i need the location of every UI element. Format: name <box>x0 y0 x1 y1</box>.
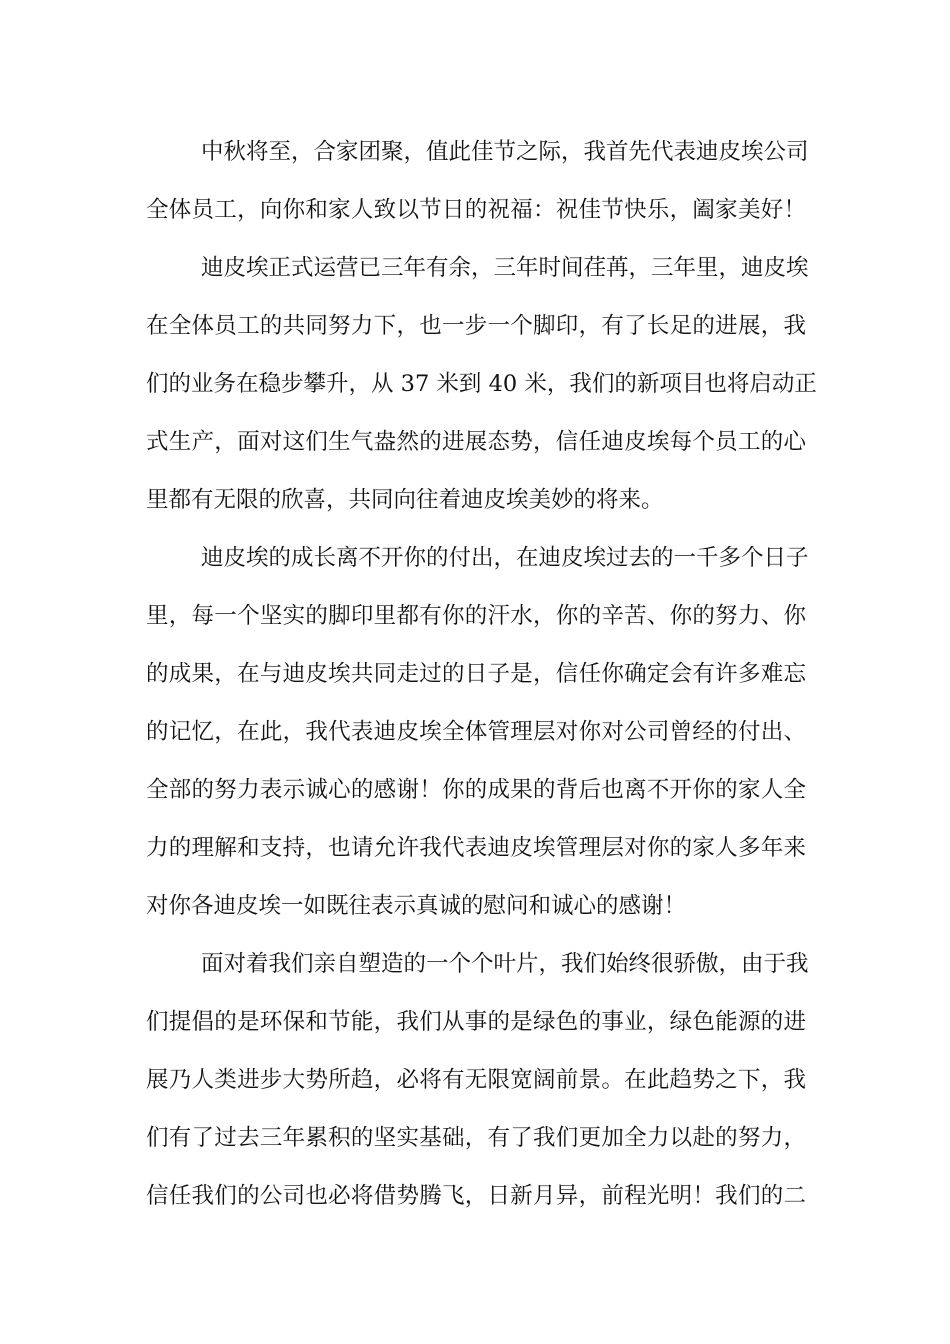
paragraph-3-line-7: 对你各迪皮埃一如既往表示真诚的慰问和诚心的感谢！ <box>146 893 687 919</box>
paragraph-3-line-2: 里，每一个坚实的脚印里都有你的汗水，你的辛苦、你的努力、你 <box>146 603 806 629</box>
paragraph-2-line-2: 在全体员工的共同努力下，也一步一个脚印，有了长足的进展，我 <box>146 313 806 339</box>
paragraph-4-line-2: 们提倡的是环保和节能，我们从事的是绿色的事业，绿色能源的进 <box>146 1009 806 1035</box>
paragraph-4-line-5: 信任我们的公司也必将借势腾飞，日新月异，前程光明！我们的二 <box>146 1183 806 1209</box>
paragraph-4-line-3: 展乃人类进步大势所趋，必将有无限宽阔前景。在此趋势之下，我 <box>146 1067 806 1093</box>
paragraph-4-line-4: 们有了过去三年累积的坚实基础，有了我们更加全力以赴的努力， <box>146 1125 806 1151</box>
paragraph-2-line-4: 式生产，面对这们生气盎然的进展态势，信任迪皮埃每个员工的心 <box>146 429 806 455</box>
paragraph-3-line-3: 的成果，在与迪皮埃共同走过的日子是，信任你确定会有许多难忘 <box>146 661 806 687</box>
paragraph-3-line-4: 的记忆，在此，我代表迪皮埃全体管理层对你对公司曾经的付出、 <box>146 719 806 745</box>
paragraph-1-line-1: 中秋将至，合家团聚，值此佳节之际，我首先代表迪皮埃公司 <box>201 139 809 165</box>
paragraph-1-line-2: 全体员工，向你和家人致以节日的祝福：祝佳节快乐，阖家美好！ <box>146 197 806 223</box>
paragraph-3-line-5: 全部的努力表示诚心的感谢！你的成果的背后也离不开你的家人全 <box>146 777 806 803</box>
paragraph-2-line-1: 迪皮埃正式运营已三年有余，三年时间荏苒，三年里，迪皮埃 <box>201 255 809 281</box>
paragraph-3-line-6: 力的理解和支持，也请允许我代表迪皮埃管理层对你的家人多年来 <box>146 835 806 861</box>
paragraph-4-line-1: 面对着我们亲自塑造的一个个叶片，我们始终很骄傲，由于我 <box>201 951 809 977</box>
paragraph-3-line-1: 迪皮埃的成长离不开你的付出，在迪皮埃过去的一千多个日子 <box>201 545 809 571</box>
paragraph-2-line-3: 们的业务在稳步攀升，从 37 米到 40 米，我们的新项目也将启动正 <box>146 371 817 397</box>
paragraph-2-line-5: 里都有无限的欣喜，共同向往着迪皮埃美妙的将来。 <box>146 487 664 513</box>
